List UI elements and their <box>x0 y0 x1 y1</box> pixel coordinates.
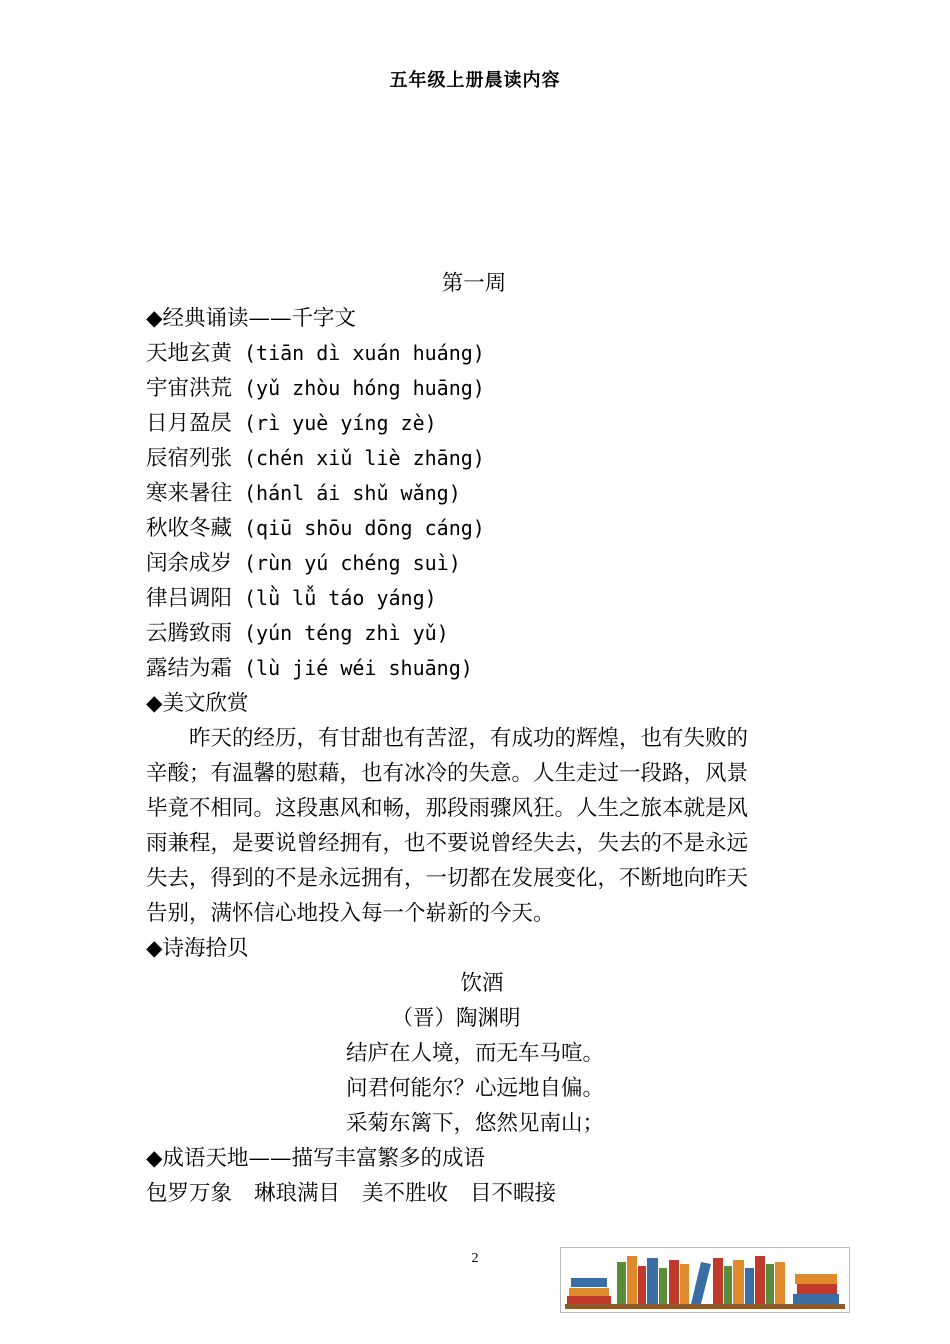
page-content <box>146 266 810 1211</box>
idiom-list <box>146 1176 810 1211</box>
prose-line: 雨兼程，是要说曾经拥有，也不要说曾经失去，失去的不是永远 <box>146 831 749 856</box>
verse-text: 寒来暑往 <box>146 481 233 506</box>
page-number: 2 <box>471 1251 479 1266</box>
verse-text: 秋收冬藏 <box>146 516 233 541</box>
idiom: 目不暇接 <box>470 1181 557 1206</box>
section-idioms: ◆成语天地——描写丰富繁多的成语 <box>146 1146 486 1171</box>
section-classic-reading: ◆经典诵读——千字文 <box>146 306 357 331</box>
poem-title: 饮酒 <box>460 971 504 996</box>
verse-pinyin: (yún téng zhì yǔ) <box>244 621 449 645</box>
prose-line: 告别，满怀信心地投入每一个崭新的今天。 <box>146 901 555 926</box>
qianziwen-line <box>146 546 810 581</box>
verse-pinyin: (chén xiǔ liè zhāng) <box>244 446 485 470</box>
verse-pinyin: (tiān dì xuán huáng) <box>244 341 485 365</box>
verse-text: 露结为霜 <box>146 656 233 681</box>
qianziwen-line <box>146 371 810 406</box>
bookshelf-image <box>560 1247 850 1313</box>
poem-line: 结庐在人境，而无车马喧。 <box>345 1041 604 1066</box>
idiom: 美不胜收 <box>362 1181 449 1206</box>
verse-pinyin: (rùn yú chéng suì) <box>244 551 461 575</box>
qianziwen-line <box>146 441 810 476</box>
poem-line: 问君何能尔？心远地自偏。 <box>345 1076 604 1101</box>
qianziwen-line <box>146 336 810 371</box>
verse-pinyin: (hánl ái shǔ wǎng) <box>244 481 461 505</box>
verse-text: 闰余成岁 <box>146 551 233 576</box>
verse-text: 律吕调阳 <box>146 586 233 611</box>
verse-pinyin: (qiū shōu dōng cáng) <box>244 516 485 540</box>
books-icon <box>561 1248 849 1312</box>
verse-text: 云腾致雨 <box>146 621 233 646</box>
poem-line: 采菊东篱下，悠然见南山； <box>345 1111 604 1136</box>
verse-pinyin: (yǔ zhòu hóng huāng) <box>244 376 485 400</box>
qianziwen-line <box>146 406 810 441</box>
qianziwen-line <box>146 511 810 546</box>
verse-text: 辰宿列张 <box>146 446 233 471</box>
verse-pinyin: (lǜ lǚ táo yáng) <box>244 586 437 610</box>
verse-pinyin: (rì yuè yíng zè) <box>244 411 437 435</box>
qianziwen-line <box>146 651 810 686</box>
section-poetry: ◆诗海拾贝 <box>146 936 249 961</box>
poem-author: （晋）陶渊明 <box>391 1006 521 1031</box>
prose-line: 昨天的经历，有甘甜也有苦涩，有成功的辉煌，也有失败的 <box>189 726 749 751</box>
verse-pinyin: (lù jié wéi shuāng) <box>244 656 473 680</box>
qianziwen-line <box>146 476 810 511</box>
document-header: 五年级上册晨读内容 <box>389 70 561 91</box>
prose-line: 辛酸；有温馨的慰藉，也有冰冷的失意。人生走过一段路，风景 <box>146 761 749 786</box>
verse-text: 天地玄黄 <box>146 341 233 366</box>
qianziwen-list <box>146 336 810 686</box>
section-prose: ◆美文欣赏 <box>146 691 249 716</box>
qianziwen-line <box>146 616 810 651</box>
prose-line: 毕竟不相同。这段惠风和畅，那段雨骤风狂。人生之旅本就是风 <box>146 796 749 821</box>
verse-text: 日月盈昃 <box>146 411 233 436</box>
week-title: 第一周 <box>441 271 507 296</box>
verse-text: 宇宙洪荒 <box>146 376 233 401</box>
prose-line: 失去，得到的不是永远拥有，一切都在发展变化，不断地向昨天 <box>146 866 749 891</box>
prose-paragraph <box>146 721 810 931</box>
idiom: 琳琅满目 <box>254 1181 341 1206</box>
qianziwen-line <box>146 581 810 616</box>
idiom: 包罗万象 <box>146 1181 233 1206</box>
